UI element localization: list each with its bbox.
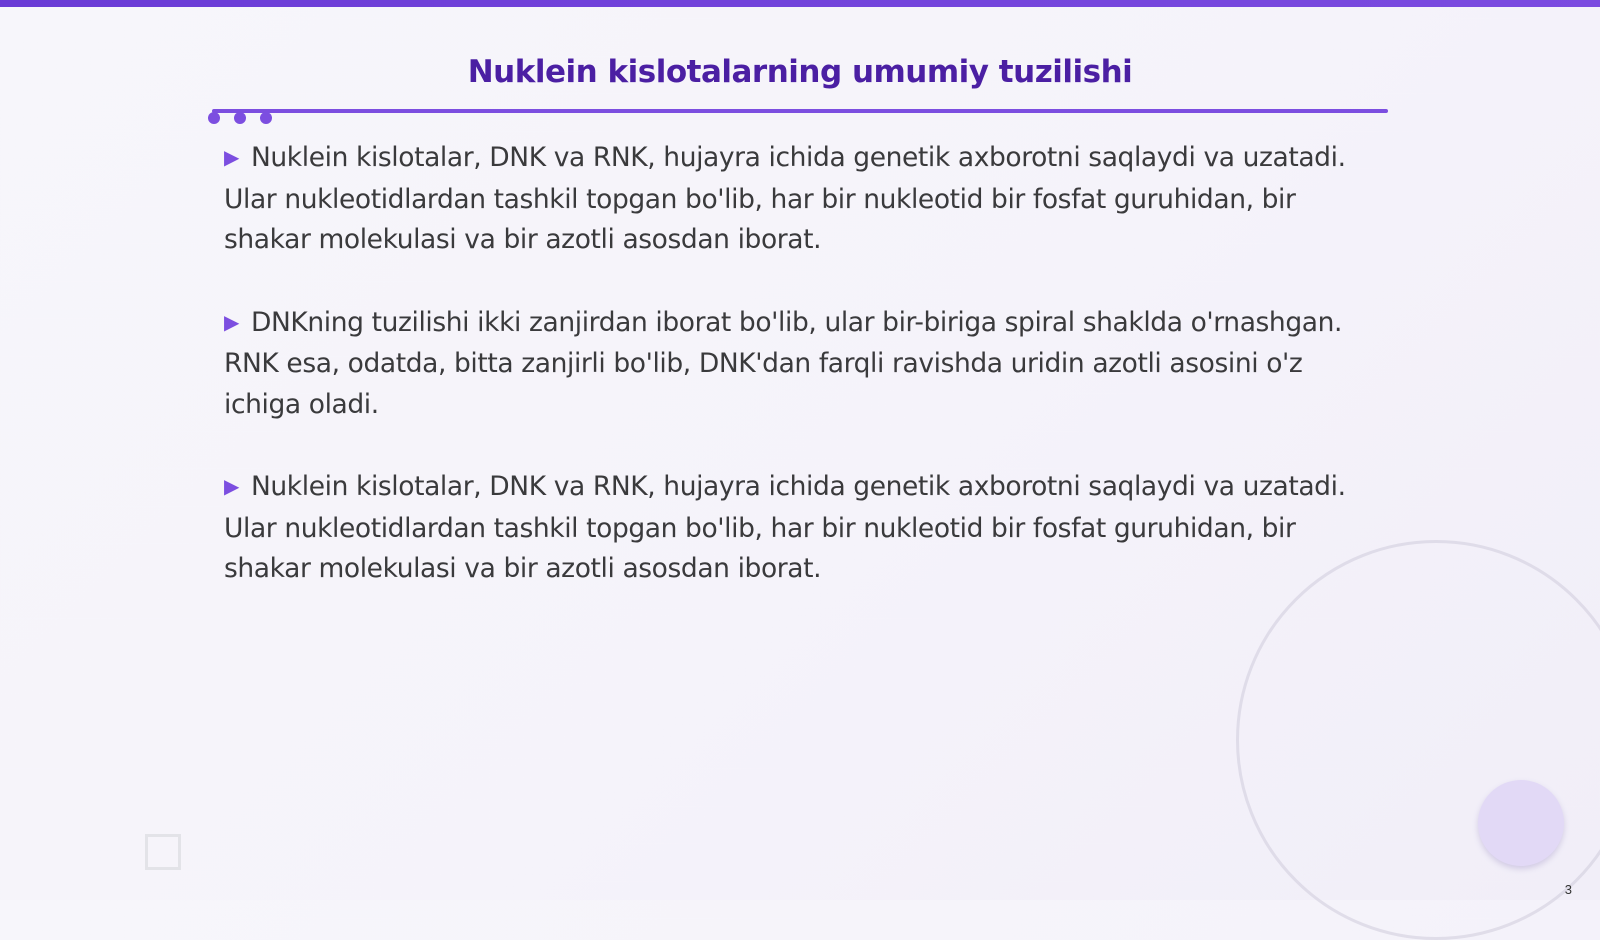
bullet-text: Nuklein kislotalar, DNK va RNK, hujayra ichida genetik axborotni saqlaydi va uzatadi. Ular nukleotidlardan tashkil topgan bo'lib, har bir nukleotid bir fosfat guruhidan, bir shakar molekulasi va bir azotli asosdan iborat. (224, 471, 1346, 584)
bullet-item (224, 467, 1374, 590)
bullet-text: Nuklein kislotalar, DNK va RNK, hujayra ichida genetik axborotni saqlaydi va uzatadi. Ular nukleotidlardan tashkil topgan bo'lib, har bir nukleotid bir fosfat guruhidan, bir shakar molekulasi va bir azotli asosdan iborat. (224, 142, 1346, 255)
title-dot (260, 112, 272, 124)
bullet-item (224, 303, 1374, 426)
triangle-right-icon: ▶ (224, 474, 239, 498)
title-underline (212, 109, 1388, 113)
bullet-list (224, 138, 1374, 632)
triangle-right-icon: ▶ (224, 145, 239, 169)
bullet-item (224, 138, 1374, 261)
page-number: 3 (1564, 882, 1572, 897)
bullet-text: DNKning tuzilishi ikki zanjirdan iborat bo'lib, ular bir-biriga spiral shaklda o'rnashgan. RNK esa, odatda, bitta zanjirli bo'lib, DNK'dan farqli ravishda uridin azotli asosini o'z ichiga oladi. (224, 306, 1343, 420)
triangle-right-icon: ▶ (224, 309, 239, 334)
title-dot (208, 112, 220, 124)
decorative-circle-filled (1478, 780, 1564, 866)
title-dot (234, 112, 246, 124)
slide-title: Nuklein kislotalarning umumiy tuzilishi (467, 54, 1133, 90)
decorative-square (145, 834, 181, 870)
top-accent-bar (0, 0, 1600, 7)
